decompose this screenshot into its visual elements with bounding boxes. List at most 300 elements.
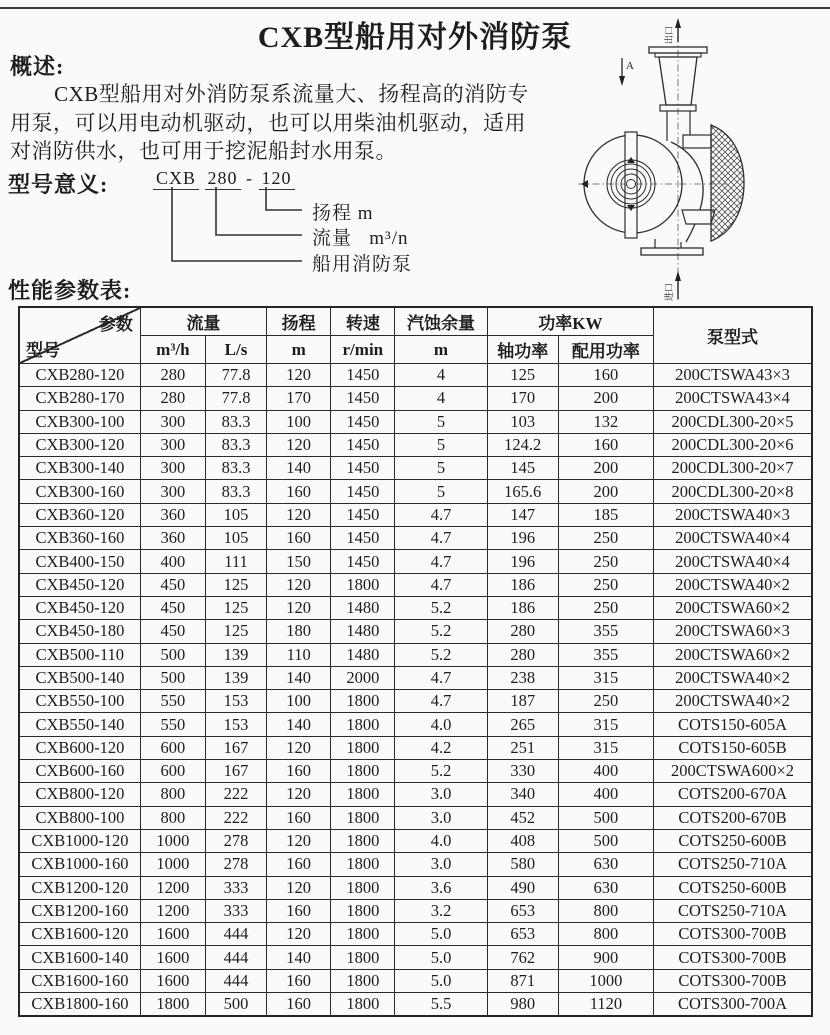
cell-rated-power: 315 [558,666,653,689]
cell-flow-ls: 105 [205,527,266,550]
cell-speed: 1480 [331,643,395,666]
cell-rated-power: 500 [558,806,653,829]
cell-pump-type: COTS150-605A [654,713,812,736]
cell-flow-ls: 83.3 [205,410,266,433]
table-row [19,480,812,503]
cell-model: CXB1000-160 [19,853,140,876]
cell-npsh: 3.6 [395,876,487,899]
overview-line: 对消防供水，也可用于挖泥船封水用泵。 [10,139,397,163]
cell-flow-ls: 153 [205,713,266,736]
cell-flow-m3h: 300 [140,480,205,503]
table-row [19,760,812,783]
cell-model: CXB450-180 [19,620,140,643]
cell-flow-m3h: 450 [140,596,205,619]
cell-model: CXB550-140 [19,713,140,736]
model-label-pump: 船用消防泵 [312,254,413,275]
cell-speed: 1800 [331,946,395,969]
cell-flow-m3h: 1000 [140,829,205,852]
cell-pump-type: COTS150-605B [654,736,812,759]
table-row [19,433,812,456]
cell-rated-power: 800 [558,899,653,922]
cell-flow-ls: 125 [205,573,266,596]
table-row [19,364,812,387]
cell-npsh: 4.7 [395,527,487,550]
cell-shaft-power: 653 [487,899,558,922]
table-row [19,736,812,759]
cell-rated-power: 900 [558,946,653,969]
cell-speed: 1800 [331,806,395,829]
cell-flow-m3h: 280 [140,387,205,410]
model-meaning-heading: 型号意义: [8,172,109,197]
cell-pump-type: 200CTSWA40×4 [654,527,812,550]
cell-npsh: 5 [395,410,487,433]
cell-speed: 1450 [331,364,395,387]
cell-shaft-power: 580 [487,853,558,876]
cell-rated-power: 1120 [558,993,653,1017]
header-head-unit: m [267,336,331,364]
header-head: 扬程 [267,307,331,336]
overview-paragraph [10,80,580,166]
cell-pump-type: COTS200-670B [654,806,812,829]
section-label: A [626,60,634,72]
cell-pump-type: 200CTSWA40×3 [654,503,812,526]
cell-flow-m3h: 550 [140,690,205,713]
cell-head: 120 [267,364,331,387]
header-flow-group: 流量 [140,307,266,336]
cell-rated-power: 250 [558,573,653,596]
cell-flow-m3h: 1000 [140,853,205,876]
cell-pump-type: 200CTSWA600×2 [654,760,812,783]
cell-flow-ls: 77.8 [205,364,266,387]
cell-shaft-power: 980 [487,993,558,1017]
table-row [19,946,812,969]
cell-flow-ls: 139 [205,666,266,689]
cell-npsh: 4 [395,387,487,410]
cell-speed: 1800 [331,899,395,922]
page-title: CXB型船用对外消防泵 [257,21,573,55]
cell-pump-type: 200CTSWA40×2 [654,573,812,596]
cell-speed: 1450 [331,480,395,503]
cell-flow-m3h: 600 [140,760,205,783]
cell-head: 120 [267,829,331,852]
header-flow-ls: L/s [205,336,266,364]
cell-model: CXB360-160 [19,527,140,550]
cell-model: CXB300-160 [19,480,140,503]
cell-rated-power: 160 [558,364,653,387]
cell-shaft-power: 196 [487,550,558,573]
cell-pump-type: 200CDL300-20×8 [654,480,812,503]
cell-shaft-power: 103 [487,410,558,433]
cell-shaft-power: 187 [487,690,558,713]
cell-flow-ls: 444 [205,946,266,969]
cell-model: CXB1800-160 [19,993,140,1017]
cell-flow-m3h: 300 [140,410,205,433]
cell-npsh: 5.2 [395,596,487,619]
cell-rated-power: 500 [558,829,653,852]
cell-rated-power: 250 [558,596,653,619]
cell-speed: 1800 [331,690,395,713]
cell-shaft-power: 147 [487,503,558,526]
cell-flow-m3h: 1200 [140,899,205,922]
cell-head: 160 [267,760,331,783]
cell-rated-power: 315 [558,713,653,736]
cell-head: 140 [267,666,331,689]
cell-pump-type: 200CTSWA60×2 [654,643,812,666]
cell-npsh: 4.7 [395,573,487,596]
cell-pump-type: 200CTSWA60×2 [654,596,812,619]
cell-flow-ls: 83.3 [205,480,266,503]
cell-head: 100 [267,690,331,713]
cell-speed: 1450 [331,503,395,526]
cell-pump-type: 200CTSWA43×3 [654,364,812,387]
cell-speed: 1800 [331,829,395,852]
cell-pump-type: 200CTSWA43×4 [654,387,812,410]
cell-model: CXB1200-120 [19,876,140,899]
cell-pump-type: COTS300-700B [654,923,812,946]
cell-head: 160 [267,853,331,876]
cell-npsh: 5.2 [395,620,487,643]
cell-model: CXB300-100 [19,410,140,433]
cell-npsh: 3.0 [395,783,487,806]
spec-table [18,306,813,1017]
table-row [19,876,812,899]
cell-npsh: 3.0 [395,853,487,876]
cell-model: CXB800-100 [19,806,140,829]
cell-shaft-power: 238 [487,666,558,689]
cell-rated-power: 400 [558,783,653,806]
cell-flow-ls: 444 [205,923,266,946]
table-row [19,550,812,573]
table-row [19,853,812,876]
cell-head: 180 [267,620,331,643]
cell-model: CXB1600-160 [19,969,140,992]
cell-head: 150 [267,550,331,573]
cell-flow-m3h: 300 [140,457,205,480]
header-rule [0,7,830,9]
cell-speed: 1800 [331,573,395,596]
cell-shaft-power: 265 [487,713,558,736]
cell-pump-type: COTS250-600B [654,829,812,852]
header-npsh: 汽蚀余量 [395,307,487,336]
cell-flow-m3h: 1600 [140,923,205,946]
cell-shaft-power: 145 [487,457,558,480]
cell-model: CXB360-120 [19,503,140,526]
cell-model: CXB600-120 [19,736,140,759]
cell-shaft-power: 124.2 [487,433,558,456]
cell-model: CXB280-120 [19,364,140,387]
cell-npsh: 4.0 [395,829,487,852]
cell-shaft-power: 186 [487,596,558,619]
cell-flow-m3h: 550 [140,713,205,736]
cell-speed: 1800 [331,736,395,759]
table-row [19,829,812,852]
cell-head: 140 [267,457,331,480]
cell-flow-ls: 444 [205,969,266,992]
model-meaning-connector-lines [150,187,312,269]
cell-flow-ls: 111 [205,550,266,573]
table-row [19,713,812,736]
cell-pump-type: COTS200-670A [654,783,812,806]
cell-speed: 1450 [331,550,395,573]
table-row [19,993,812,1017]
cell-pump-type: 200CTSWA60×3 [654,620,812,643]
cell-flow-ls: 333 [205,899,266,922]
cell-head: 160 [267,527,331,550]
table-row [19,923,812,946]
header-speed-unit: r/min [331,336,395,364]
cell-model: CXB1600-140 [19,946,140,969]
model-label-head: 扬程 m [312,203,374,224]
cell-flow-ls: 139 [205,643,266,666]
cell-model: CXB600-160 [19,760,140,783]
cell-npsh: 5.5 [395,993,487,1017]
overview-heading: 概述: [10,54,65,79]
cell-flow-ls: 222 [205,783,266,806]
cell-shaft-power: 280 [487,620,558,643]
cell-speed: 1800 [331,783,395,806]
cell-model: CXB300-140 [19,457,140,480]
cell-shaft-power: 170 [487,387,558,410]
cell-head: 140 [267,946,331,969]
cell-flow-m3h: 280 [140,364,205,387]
cell-head: 160 [267,993,331,1017]
cell-flow-m3h: 500 [140,643,205,666]
spec-table-body [19,364,812,1017]
cell-shaft-power: 653 [487,923,558,946]
cell-flow-m3h: 1600 [140,969,205,992]
cell-model: CXB300-120 [19,433,140,456]
cell-flow-ls: 125 [205,620,266,643]
cell-flow-m3h: 1600 [140,946,205,969]
cell-npsh: 5.2 [395,760,487,783]
cell-pump-type: COTS250-710A [654,853,812,876]
cell-rated-power: 250 [558,527,653,550]
cell-speed: 1450 [331,527,395,550]
cell-rated-power: 400 [558,760,653,783]
table-heading: 性能参数表: [8,278,132,303]
cell-head: 100 [267,410,331,433]
cell-flow-m3h: 800 [140,783,205,806]
cell-pump-type: 200CDL300-20×6 [654,433,812,456]
cell-shaft-power: 280 [487,643,558,666]
cell-flow-m3h: 360 [140,503,205,526]
cell-speed: 1800 [331,713,395,736]
cell-head: 120 [267,876,331,899]
table-row [19,410,812,433]
model-code-prefix: CXB [153,168,199,190]
model-code-flow: 280 [205,168,241,190]
cell-npsh: 5.0 [395,923,487,946]
cell-speed: 1800 [331,993,395,1017]
table-row [19,643,812,666]
cell-speed: 1450 [331,387,395,410]
cell-npsh: 4.7 [395,690,487,713]
table-row [19,596,812,619]
cell-npsh: 4.7 [395,503,487,526]
cell-model: CXB1600-120 [19,923,140,946]
cell-rated-power: 250 [558,550,653,573]
cell-rated-power: 185 [558,503,653,526]
table-row [19,690,812,713]
cell-model: CXB500-110 [19,643,140,666]
cell-flow-m3h: 450 [140,573,205,596]
cell-rated-power: 200 [558,457,653,480]
cell-model: CXB1000-120 [19,829,140,852]
cell-npsh: 5 [395,433,487,456]
cell-rated-power: 1000 [558,969,653,992]
cell-flow-ls: 105 [205,503,266,526]
cell-shaft-power: 452 [487,806,558,829]
cell-flow-m3h: 600 [140,736,205,759]
cell-npsh: 5.2 [395,643,487,666]
cell-head: 120 [267,573,331,596]
cell-pump-type: COTS250-710A [654,899,812,922]
cell-head: 160 [267,969,331,992]
corner-label-model: 型号 [26,341,60,360]
table-row [19,620,812,643]
cell-shaft-power: 165.6 [487,480,558,503]
cell-speed: 1800 [331,969,395,992]
cell-npsh: 4.7 [395,550,487,573]
cell-speed: 1480 [331,596,395,619]
cell-npsh: 4.0 [395,713,487,736]
cell-head: 110 [267,643,331,666]
cell-flow-ls: 77.8 [205,387,266,410]
cell-pump-type: 200CDL300-20×5 [654,410,812,433]
overview-line: CXB型船用对外消防泵系流量大、扬程高的消防专 [54,82,529,106]
cell-shaft-power: 186 [487,573,558,596]
cell-speed: 1800 [331,853,395,876]
cell-speed: 1800 [331,876,395,899]
header-npsh-unit: m [395,336,487,364]
table-row [19,783,812,806]
corner-header-cell [19,307,140,364]
table-row [19,387,812,410]
cell-rated-power: 200 [558,387,653,410]
corner-label-parameter: 参数 [98,315,133,334]
cell-head: 120 [267,736,331,759]
cell-flow-ls: 333 [205,876,266,899]
cell-flow-m3h: 500 [140,666,205,689]
model-label-flow: 流量 m³/n [312,228,409,249]
cell-npsh: 4.2 [395,736,487,759]
table-row [19,969,812,992]
cell-flow-m3h: 360 [140,527,205,550]
cell-rated-power: 315 [558,736,653,759]
cell-head: 120 [267,783,331,806]
cell-rated-power: 800 [558,923,653,946]
cell-model: CXB800-120 [19,783,140,806]
cell-speed: 1450 [331,457,395,480]
table-row [19,806,812,829]
cell-flow-ls: 500 [205,993,266,1017]
cell-head: 170 [267,387,331,410]
cell-rated-power: 250 [558,690,653,713]
cell-npsh: 4.7 [395,666,487,689]
model-code-head: 120 [259,168,295,190]
cell-rated-power: 132 [558,410,653,433]
header-rated-power: 配用功率 [558,336,653,364]
cell-speed: 1450 [331,410,395,433]
cell-pump-type: COTS250-600B [654,876,812,899]
cell-head: 160 [267,899,331,922]
overview-line: 用泵，可以用电动机驱动，也可以用柴油机驱动，适用 [10,110,526,135]
cell-shaft-power: 490 [487,876,558,899]
cell-flow-ls: 83.3 [205,433,266,456]
table-row [19,666,812,689]
cell-pump-type: 200CTSWA40×2 [654,666,812,689]
cell-shaft-power: 340 [487,783,558,806]
cell-npsh: 5.0 [395,946,487,969]
cell-rated-power: 160 [558,433,653,456]
header-flow-m3h: m³/h [140,336,205,364]
cell-flow-ls: 278 [205,853,266,876]
cell-flow-ls: 153 [205,690,266,713]
cell-shaft-power: 125 [487,364,558,387]
cell-flow-ls: 278 [205,829,266,852]
cell-flow-m3h: 1800 [140,993,205,1017]
cell-rated-power: 630 [558,876,653,899]
cell-model: CXB400-150 [19,550,140,573]
model-code-separator: - [246,168,254,188]
cell-flow-ls: 167 [205,760,266,783]
cell-speed: 2000 [331,666,395,689]
cell-speed: 1800 [331,923,395,946]
cell-shaft-power: 196 [487,527,558,550]
inlet-label: 进口 [664,282,674,301]
cell-shaft-power: 408 [487,829,558,852]
cell-model: CXB450-120 [19,596,140,619]
cell-flow-ls: 125 [205,596,266,619]
cell-head: 120 [267,503,331,526]
cell-head: 160 [267,480,331,503]
cell-flow-m3h: 300 [140,433,205,456]
cell-npsh: 5.0 [395,969,487,992]
cell-rated-power: 630 [558,853,653,876]
cell-flow-m3h: 450 [140,620,205,643]
cell-model: CXB1200-160 [19,899,140,922]
table-row [19,899,812,922]
header-speed: 转速 [331,307,395,336]
cell-pump-type: COTS300-700B [654,969,812,992]
cell-flow-m3h: 400 [140,550,205,573]
cell-head: 120 [267,923,331,946]
cell-rated-power: 355 [558,643,653,666]
cell-model: CXB500-140 [19,666,140,689]
cell-rated-power: 200 [558,480,653,503]
cell-pump-type: 200CTSWA40×4 [654,550,812,573]
cell-shaft-power: 251 [487,736,558,759]
inlet-arrowhead [675,271,681,281]
cell-head: 120 [267,596,331,619]
cell-model: CXB450-120 [19,573,140,596]
cell-npsh: 4 [395,364,487,387]
cell-speed: 1480 [331,620,395,643]
cell-rated-power: 355 [558,620,653,643]
header-shaft-power: 轴功率 [487,336,558,364]
section-arrowhead [619,76,625,86]
cell-speed: 1450 [331,433,395,456]
cell-head: 160 [267,806,331,829]
cell-model: CXB550-100 [19,690,140,713]
cell-head: 140 [267,713,331,736]
cell-flow-ls: 222 [205,806,266,829]
cell-npsh: 3.2 [395,899,487,922]
cell-shaft-power: 871 [487,969,558,992]
cell-flow-ls: 167 [205,736,266,759]
outlet-label: 出口 [664,25,674,44]
header-pump-type: 泵型式 [654,307,812,364]
